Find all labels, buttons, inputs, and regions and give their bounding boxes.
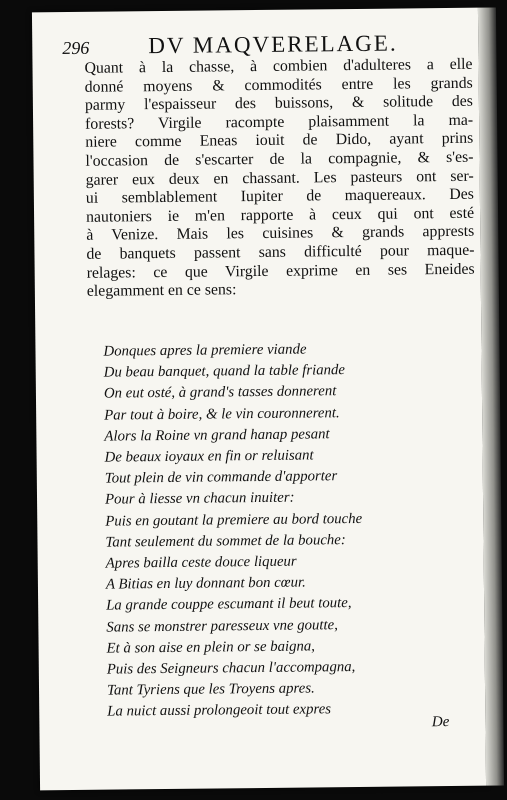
prose-line: Quant à la chasse, à combien d'adulteres a elle [84, 55, 473, 77]
verse-line: Tout plein de vin commande d'apporter [104, 468, 338, 487]
prose-line: parmy l'espaisseur des buissons, & solitude des [84, 92, 473, 114]
page-edge-shadow [478, 7, 504, 785]
prose-line: de banquets passent sans difficulté pour maque- [86, 241, 475, 263]
verse-line: Sans se monstrer paresseux vne goutte, [106, 616, 338, 636]
verse-line: Pour à liesse vn chacun inuiter: [104, 490, 295, 509]
prose-line: ui semblablement Iupiter de maquereaux. Des [85, 185, 474, 207]
prose-line: relages: ce que Virgile exprime en ses Eneides [86, 260, 475, 282]
verse-line: La grande couppe escumant il beut toute, [106, 595, 352, 615]
verse-block [103, 338, 447, 723]
prose-paragraph [84, 56, 475, 302]
verse-line: Du beau banquet, quand la table friande [103, 362, 346, 381]
verse-line: Apres bailla ceste douce liqueur [105, 553, 297, 572]
verse-line: Donques apres la premiere viande [103, 341, 307, 360]
prose-line: forests? Virgile racompte plaisamment la ma- [85, 111, 474, 133]
verse-line: Alors la Roine vn grand hanap pesant [104, 426, 330, 445]
verse-line: Par tout à boire, & le vin couronnerent. [104, 404, 340, 424]
prose-line: niere comme Eneas iouit de Dido, ayant prins [85, 130, 474, 152]
prose-line: l'occasion de s'escarter de la compagnie, & s'es- [85, 148, 474, 170]
verse-line: La nuict aussi prolongeoit tout expres [107, 701, 332, 721]
prose-line: elegamment en ce sens: [86, 281, 237, 300]
prose-line: donné moyens & commodités entre les grands [84, 74, 473, 96]
verse-line: Puis des Seigneurs chacun l'accompagna, [106, 659, 356, 678]
catchword: De [431, 714, 450, 731]
verse-line: Et à son aise en plein or se baigna, [106, 638, 316, 657]
prose-line: à Venize. Mais les cuisines & grands apprests [86, 223, 475, 245]
verse-line: Puis en goutant la premiere au bord touche [105, 510, 363, 530]
verse-line: On eut osté, à grand's tasses donnerent [103, 383, 337, 403]
prose-line: garer eux deux en chassant. Les pasteurs ont ser- [85, 167, 474, 189]
book-page [32, 8, 486, 791]
verse-line: De beaux ioyaux en fin or reluisant [104, 447, 314, 466]
verse-line: Tant seulement du sommet de la bouche: [105, 531, 346, 551]
running-title: DV MAQVERELAGE. [148, 30, 398, 59]
page-number: 296 [62, 37, 90, 59]
prose-line: nautoniers ie m'en rapporte à ceux qui ont esté [85, 204, 475, 226]
verse-line: A Bitias en luy donnant bon cœur. [105, 574, 306, 593]
verse-line: Tant Tyriens que les Troyens apres. [106, 680, 315, 699]
